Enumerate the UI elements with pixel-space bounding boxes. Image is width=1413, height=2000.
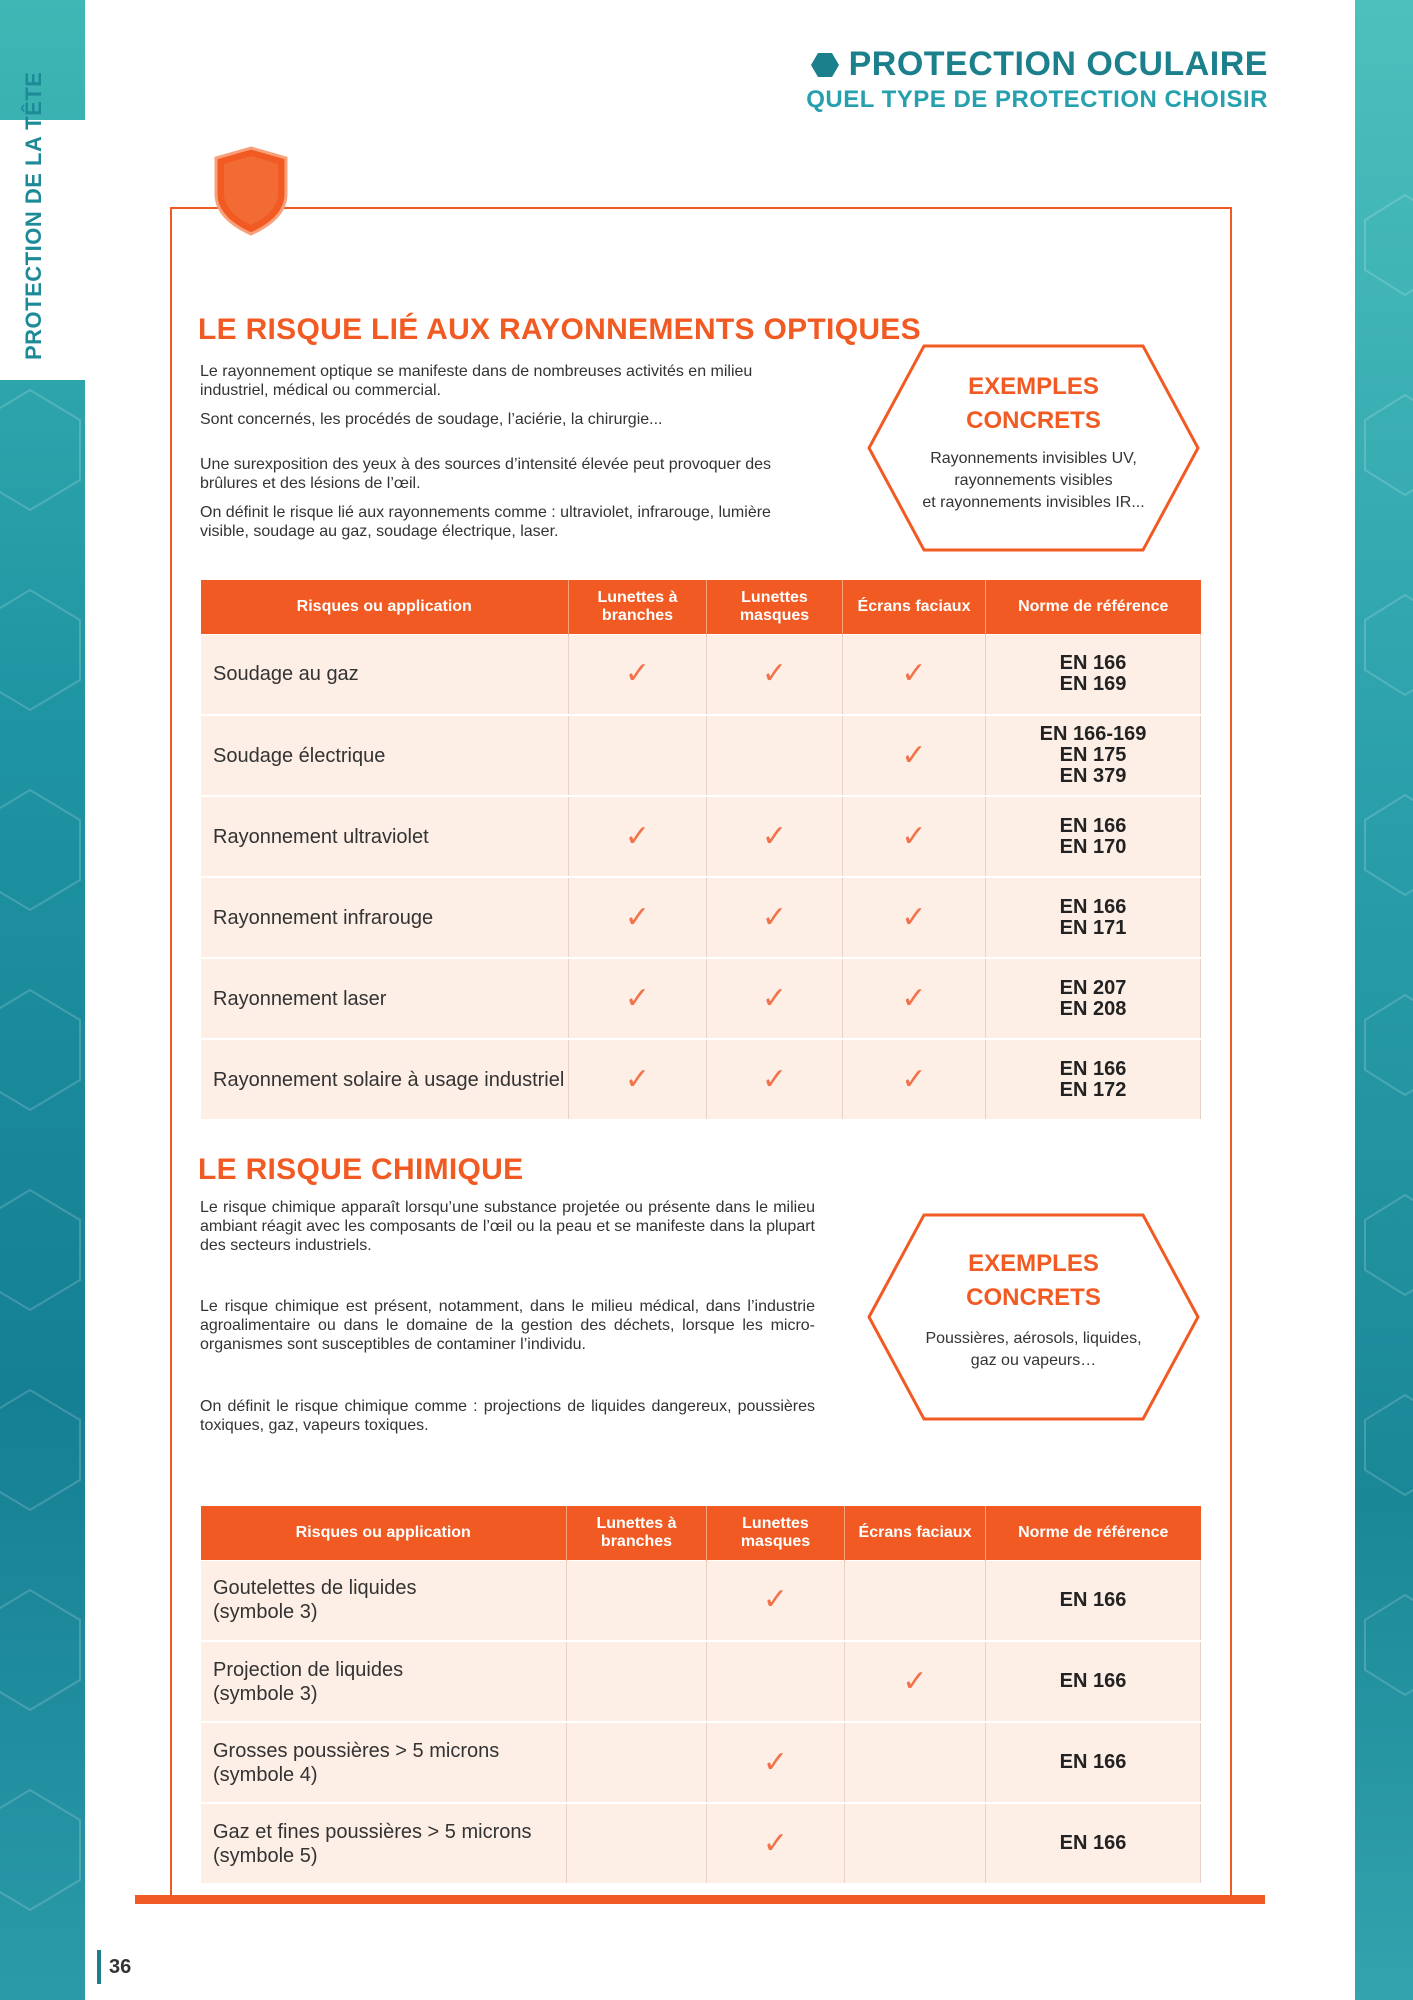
examples-title-line1: EXEMPLES <box>968 373 1099 400</box>
risk-line-2: (symbole 4) <box>213 1763 318 1786</box>
checkmark-icon: ✓ <box>761 1062 788 1096</box>
examples-box-chemical <box>866 1212 1201 1422</box>
hexagon-icon <box>811 53 839 77</box>
risk-line-2: (symbole 3) <box>213 1601 318 1624</box>
risk-cell: Soudage au gaz <box>201 634 569 715</box>
norm-value: EN 166 <box>1059 814 1127 837</box>
examples-line-1: Poussières, aérosols, liquides, <box>925 1330 1142 1347</box>
norm-cell: EN 166 <box>986 1803 1201 1884</box>
check-cell <box>845 1560 986 1641</box>
examples-line-3: et rayonnements invisibles IR... <box>922 494 1145 511</box>
norm-value: EN 170 <box>1059 835 1127 858</box>
check-cell <box>567 1560 707 1641</box>
table-row <box>201 1803 1201 1884</box>
examples-title-line1: EXEMPLES <box>968 1250 1099 1277</box>
norm-value: EN 169 <box>1059 673 1127 696</box>
check-cell <box>707 1039 843 1120</box>
risk-cell: Rayonnement solaire à usage industriel <box>201 1039 569 1120</box>
check-cell <box>567 1722 707 1803</box>
check-cell <box>707 877 843 958</box>
check-cell <box>707 1722 845 1803</box>
examples-title-line2: CONCRETS <box>966 1284 1101 1311</box>
risk-line-1: Gaz et fines poussières > 5 microns <box>213 1820 532 1843</box>
table-row <box>201 1641 1201 1722</box>
checkmark-icon: ✓ <box>901 819 927 853</box>
checkmark-icon: ✓ <box>901 657 927 691</box>
norm-cell: EN 166 <box>986 1722 1201 1803</box>
risk-cell <box>201 1560 567 1641</box>
risk-cell <box>201 1641 567 1722</box>
right-teal-background <box>1355 0 1413 2000</box>
check-cell <box>843 958 986 1039</box>
side-tab-label: PROTECTION DE LA TÊTE <box>21 71 46 360</box>
optical-paragraph-2: Sont concernés, les procédés de soudage, l’aciérie, la chirurgie... <box>200 411 663 428</box>
norm-cell: EN 166 <box>986 1641 1201 1722</box>
norm-value: EN 208 <box>1059 997 1127 1020</box>
check-cell <box>569 958 707 1039</box>
risk-cell: Rayonnement ultraviolet <box>201 796 569 877</box>
examples-box-optical <box>866 343 1201 553</box>
table-header-row <box>201 580 1201 634</box>
check-cell <box>707 1560 845 1641</box>
table-row <box>201 796 1201 877</box>
norm-value: EN 166 <box>1059 895 1127 918</box>
header-masques: Lunettes masques <box>707 580 843 634</box>
examples-line-2: gaz ou vapeurs… <box>970 1352 1097 1369</box>
table-row <box>201 715 1201 796</box>
check-cell <box>567 1641 707 1722</box>
checkmark-icon: ✓ <box>761 657 788 691</box>
risk-cell: Soudage électrique <box>201 715 569 796</box>
checkmark-icon: ✓ <box>761 900 788 934</box>
norm-value: EN 166-169 <box>1039 723 1147 745</box>
optical-paragraph-3: Une surexposition des yeux à des sources d’intensité élevée peut provoquer des brûlures et des lésions de l’œil. <box>200 456 772 492</box>
risk-cell <box>201 1803 567 1884</box>
risk-line-1: Projection de liquides <box>213 1658 404 1681</box>
table-row <box>201 877 1201 958</box>
header-branches: Lunettes à branches <box>569 580 707 634</box>
checkmark-icon: ✓ <box>901 1062 927 1096</box>
header-risk: Risques ou application <box>201 580 569 634</box>
check-cell <box>569 796 707 877</box>
header-masques: Lunettes masques <box>707 1506 845 1560</box>
header-norme: Norme de référence <box>986 580 1201 634</box>
check-cell <box>707 1803 845 1884</box>
checkmark-icon: ✓ <box>901 981 927 1015</box>
check-cell <box>845 1722 986 1803</box>
page-number: 36 <box>97 1950 131 1984</box>
risk-line-2: (symbole 3) <box>213 1682 318 1705</box>
chemical-paragraph-3: On définit le risque chimique comme : projections de liquides dangereux, poussières toxiques, gaz, vapeurs toxiques. <box>200 1398 815 1434</box>
check-cell <box>845 1803 986 1884</box>
norm-value: EN 171 <box>1059 916 1127 939</box>
optical-paragraph-4: On définit le risque lié aux rayonnements comme : ultraviolet, infrarouge, lumière visible, soudage au gaz, soudage électrique, laser. <box>200 504 771 540</box>
norm-cell: EN 166 <box>986 1560 1201 1641</box>
check-cell <box>569 1039 707 1120</box>
checkmark-icon: ✓ <box>624 981 651 1015</box>
norm-value: EN 175 <box>1059 744 1127 766</box>
norm-value: EN 166 <box>1059 652 1127 675</box>
norm-cell <box>986 715 1201 796</box>
norm-cell <box>986 796 1201 877</box>
chemical-risk-table <box>200 1506 1201 1885</box>
header-branches: Lunettes à branches <box>567 1506 707 1560</box>
header-title-text: PROTECTION OCULAIRE <box>848 45 1268 83</box>
risk-cell <box>201 1722 567 1803</box>
chemical-paragraph-2: Le risque chimique est présent, notamment, dans le milieu médical, dans l’industrie agroalimentaire ou dans le domaine de la gestion des déchets, lorsque les micro-organismes sont susceptibles de contaminer l’individu. <box>200 1298 815 1353</box>
table-row <box>201 1560 1201 1641</box>
checkmark-icon: ✓ <box>624 1062 651 1096</box>
checkmark-icon: ✓ <box>902 1664 928 1698</box>
norm-cell <box>986 1039 1201 1120</box>
checkmark-icon: ✓ <box>761 819 788 853</box>
examples-line-1: Rayonnements invisibles UV, <box>930 450 1137 467</box>
risk-cell: Rayonnement infrarouge <box>201 877 569 958</box>
bottom-accent-bar <box>135 1895 1265 1904</box>
norm-value: EN 166 <box>1059 1057 1127 1080</box>
norm-value: EN 172 <box>1059 1078 1127 1101</box>
check-cell <box>843 1039 986 1120</box>
check-cell <box>843 634 986 715</box>
checkmark-icon: ✓ <box>624 819 651 853</box>
norm-value: EN 207 <box>1059 976 1127 999</box>
examples-line-2: rayonnements visibles <box>954 472 1113 489</box>
risk-line-1: Grosses poussières > 5 microns <box>213 1739 500 1762</box>
chemical-paragraph-1: Le risque chimique apparaît lorsqu’une substance projetée ou présente dans le milieu ambiant réagit avec les composants de l’œil ou la peau et se manifeste dans la plupart des secteurs industriels. <box>200 1199 815 1254</box>
check-cell <box>569 634 707 715</box>
hexagon-frame <box>866 1212 1201 1422</box>
risk-cell: Rayonnement laser <box>201 958 569 1039</box>
check-cell <box>845 1641 986 1722</box>
examples-title-line2: CONCRETS <box>966 407 1101 434</box>
check-cell <box>567 1803 707 1884</box>
page-header-subtitle: QUEL TYPE DE PROTECTION CHOISIR <box>806 86 1268 113</box>
check-cell <box>707 1641 845 1722</box>
risk-line-1: Goutelettes de liquides <box>213 1577 417 1600</box>
table-row <box>201 634 1201 715</box>
section-title-optical: LE RISQUE LIÉ AUX RAYONNEMENTS OPTIQUES <box>198 313 921 346</box>
header-ecrans: Écrans faciaux <box>843 580 986 634</box>
header-norme: Norme de référence <box>986 1506 1201 1560</box>
norm-cell <box>986 877 1201 958</box>
check-cell <box>843 877 986 958</box>
check-cell <box>707 634 843 715</box>
checkmark-icon: ✓ <box>901 738 927 772</box>
checkmark-icon: ✓ <box>761 981 788 1015</box>
checkmark-icon: ✓ <box>762 1826 789 1860</box>
table-row <box>201 1039 1201 1120</box>
risk-line-2: (symbole 5) <box>213 1844 318 1867</box>
checkmark-icon: ✓ <box>901 900 927 934</box>
check-cell <box>707 715 843 796</box>
check-cell <box>707 958 843 1039</box>
checkmark-icon: ✓ <box>624 657 651 691</box>
checkmark-icon: ✓ <box>762 1583 789 1617</box>
table-row <box>201 1722 1201 1803</box>
check-cell <box>843 715 986 796</box>
checkmark-icon: ✓ <box>624 900 651 934</box>
check-cell <box>569 715 707 796</box>
check-cell <box>569 877 707 958</box>
checkmark-icon: ✓ <box>762 1745 789 1779</box>
section-title-chemical: LE RISQUE CHIMIQUE <box>198 1153 524 1186</box>
table-header-row <box>201 1506 1201 1560</box>
hexagon-pattern-right <box>1355 0 1413 2000</box>
optical-paragraph-1: Le rayonnement optique se manifeste dans de nombreuses activités en milieu industriel, médical ou commercial. <box>200 363 753 399</box>
page-header-title <box>811 45 1268 84</box>
norm-cell <box>986 958 1201 1039</box>
header-ecrans: Écrans faciaux <box>845 1506 986 1560</box>
header-risk: Risques ou application <box>201 1506 567 1560</box>
optical-risk-table <box>200 580 1201 1121</box>
check-cell <box>707 796 843 877</box>
norm-value: EN 379 <box>1059 765 1127 787</box>
norm-cell <box>986 634 1201 715</box>
shield-icon <box>212 146 290 236</box>
check-cell <box>843 796 986 877</box>
table-row <box>201 958 1201 1039</box>
